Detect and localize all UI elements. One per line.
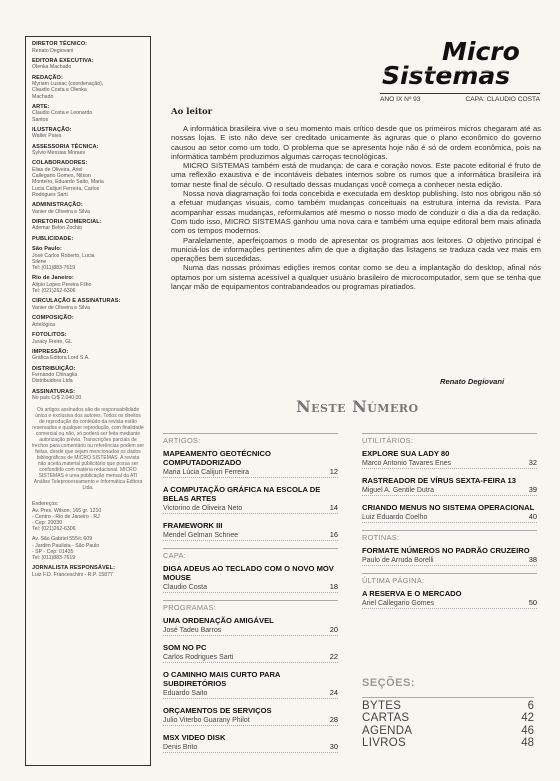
masthead-line: Artelógica [32, 321, 56, 328]
sections-list [362, 697, 534, 750]
contents-item-page: 30 [329, 742, 338, 751]
masthead-line: Santos [32, 116, 49, 123]
contents-item-author: Julio Viterbo Guarany Philot [163, 717, 250, 724]
masthead-line: José Carlos Roberto, Lucia [32, 252, 95, 259]
contents-item-title: A RESERVA E O MERCADO [362, 589, 462, 598]
contents-item-line [362, 485, 537, 496]
masthead-line: Alípio Lopes Pereira Filho [32, 281, 92, 288]
contents-item-page: 32 [528, 458, 537, 467]
masthead-line: Distribuidora Ltda [32, 378, 73, 385]
masthead-line: Monteiro, Eduardo Saito, Maria [32, 179, 104, 186]
address-line: - Centro - Rio de Janeiro - RJ [32, 513, 100, 520]
contents-item-title: SOM NO PC [163, 643, 207, 652]
masthead-heading: COMPOSIÇÃO: [32, 315, 74, 322]
masthead-addresses [32, 501, 144, 561]
masthead-text [32, 339, 144, 345]
contents-item [163, 449, 338, 478]
contents-item [163, 733, 338, 753]
address-block [32, 536, 144, 561]
contents-item-title: CRIANDO MENUS NO SISTEMA OPERACIONAL [362, 503, 535, 512]
contents-item-line [362, 555, 537, 566]
masthead-line: Renato Degiovani [32, 47, 74, 54]
masthead-line: Vanier de Oliveira e Silva [32, 208, 90, 215]
contents-item-line [163, 652, 338, 663]
contents-item-title: FORMATE NÚMEROS NO PADRÃO CRUZEIRO [362, 546, 530, 555]
address-line: Av. Pres. Wilson, 165 gr. 1210 [32, 507, 102, 514]
issue-bar [380, 93, 540, 103]
masthead-section [32, 58, 144, 71]
legal-notice: Os artigos assinados são de responsabilidade única e exclusiva dos autores. Todos os direitos de reprodução do conteúdo da revista estão reservados e qualquer reprodução, com finalidade comercial ou não, só poderá ser feita mediante autorização prévia. Transcrições parciais de trechos para comentário ou referências podem ser feitas, desde que sejam mencionados os dados bibliográficos de MICRO SISTEMAS. A revista não aceita material publicitário que possa ser confundido com matéria redacional. MICRO SISTEMAS é uma publicação mensal da ATI Análise Teleprocessamento e Informática Editora Ltda. [32, 407, 145, 492]
masthead-heading: ADMINISTRAÇÃO: [32, 202, 83, 208]
masthead-text [32, 355, 144, 361]
masthead-text [32, 48, 144, 54]
masthead-heading: ASSESSORIA TÉCNICA: [32, 143, 99, 150]
contents-item [163, 643, 338, 663]
contents-item-title: A COMPUTAÇÃO GRÁFICA NA ESCOLA DE BELAS ARTES [163, 485, 321, 503]
contents-category: UTILITÁRIOS: [362, 433, 537, 445]
masthead-section [32, 41, 144, 54]
contents-item-line [163, 467, 338, 478]
masthead-heading: PUBLICIDADE: [32, 235, 74, 242]
contents-item [163, 485, 338, 514]
masthead-text [32, 282, 144, 294]
contents-item [362, 503, 537, 523]
address-label: Endereços: [32, 501, 59, 508]
contents-category-group [163, 600, 338, 753]
section-page: 6 [527, 700, 534, 712]
masthead-line: Claudio Costa e Leonardo [32, 110, 93, 117]
contents-item [163, 706, 338, 726]
masthead-box [25, 36, 151, 766]
contents-item-line [163, 742, 338, 753]
masthead-heading: ARTE: [32, 103, 50, 110]
masthead-heading: REDAÇÃO: [32, 74, 63, 81]
masthead-text [32, 253, 144, 272]
masthead-section [32, 246, 144, 271]
contents-item-line [362, 512, 537, 523]
masthead-section [32, 298, 144, 311]
contents-item-line [163, 530, 338, 541]
masthead-line: Lucia Calijuri Ferreira, Carlos [32, 185, 100, 192]
contents-item-page: 12 [329, 467, 338, 476]
masthead-section [32, 219, 144, 232]
contents-title: Neste Número [296, 397, 419, 416]
masthead-line: No país Cr$ 2.040,00 [32, 395, 82, 402]
masthead-section [32, 389, 144, 402]
masthead-section [32, 315, 144, 328]
contents-item [163, 670, 338, 699]
contents-right-column [362, 433, 537, 616]
contents-item [163, 616, 338, 636]
section-page: 46 [521, 724, 534, 737]
contents-item-page: 14 [329, 503, 338, 512]
contents-item-page: 50 [528, 598, 537, 607]
masthead-heading: JORNALISTA RESPONSÁVEL: [32, 565, 116, 572]
masthead-heading: DISTRIBUIÇÃO: [32, 365, 76, 372]
masthead-line: Silene [32, 258, 47, 265]
masthead-heading: DIRETOR TÉCNICO: [32, 41, 88, 47]
editorial-paragraph: Nossa nova diagramação foi toda concebida e executada em desktop publishing. Isto nos obrigou não só a efetuar mudanças visuais, como também mudanças conceituais na estrutura interna da revista. Para acompanhar essas mudanças, reformulamos até mesmo o nosso modo de conduzir o dia a dia da redação. Com tudo isso, MICRO SISTEMAS ganhou uma nova cara e também uma equipe editoral bem mais afinada com os tempos modernos. [171, 189, 541, 236]
micro-sistemas-logo [380, 38, 540, 90]
contents-category-group [163, 548, 338, 593]
contents-category-group [362, 573, 537, 609]
contents-item [362, 589, 537, 609]
contents-category: ROTINAS: [362, 530, 537, 542]
contents-item-title: RASTREADOR DE VÍRUS SEXTA-FEIRA 13 [362, 476, 517, 485]
contents-category: PROGRAMAS: [163, 600, 338, 612]
masthead-heading: FOTOLITOS: [32, 331, 67, 338]
logo-wordmark [380, 38, 540, 90]
masthead-section [32, 202, 144, 215]
contents-item-author: Luiz Eduardo Coelho [362, 514, 428, 521]
contents-item [362, 546, 537, 566]
logo-line-2: Sistemas [382, 61, 511, 90]
contents-category-group [362, 433, 537, 523]
masthead-line: Fernando Chinaglia [32, 372, 78, 379]
contents-item-author: Carlos Rodrigues Sarti [163, 654, 234, 661]
masthead-heading: Rio de Janeiro: [32, 275, 74, 282]
contents-item-page: 39 [528, 485, 537, 494]
section-row [362, 725, 534, 737]
address-block [32, 501, 144, 532]
contents-item-line [163, 625, 338, 636]
masthead-text [32, 305, 144, 311]
contents-item-title: EXPLORE SUA LADY 80 [362, 449, 450, 458]
contents-item [362, 449, 537, 469]
masthead-section [32, 104, 144, 123]
contents-category-group [362, 530, 537, 566]
contents-item-title: O CAMINHO MAIS CURTO PARA SUBDIRETÓRIOS [163, 670, 281, 688]
section-row [362, 737, 534, 749]
masthead-line: Sylvio Messias Moraes [32, 150, 86, 157]
masthead-line: Ademar Belon Zochio [32, 225, 82, 232]
section-name: CARTAS [362, 712, 410, 725]
contents-item-page: 20 [329, 625, 338, 634]
section-name: AGENDA [362, 724, 413, 737]
masthead-text [32, 372, 144, 384]
masthead-text [32, 150, 144, 156]
contents-item-page: 18 [329, 582, 338, 591]
section-name: LIVROS [362, 737, 406, 750]
contents-item-title: UMA ORDENAÇÃO AMIGÁVEL [163, 616, 274, 625]
contents-item-title: MAPEAMENTO GEOTÉCNICO COMPUTADORIZADO [163, 449, 271, 467]
masthead-text [32, 133, 144, 139]
address-line: - Jardim Paulista - São Paulo [32, 542, 100, 549]
masthead-heading: São Paulo: [32, 246, 62, 253]
contents-item-title: MSX VIDEO DISK [163, 733, 226, 742]
contents-item-line [163, 503, 338, 514]
masthead-section [32, 144, 144, 157]
section-page: 48 [521, 737, 534, 750]
masthead-text [32, 225, 144, 231]
masthead-text [32, 81, 144, 100]
contents-category: CAPA: [163, 548, 338, 560]
editorial-title: Ao leitor [171, 107, 213, 117]
editorial-paragraph: Numa das nossas próximas edições iremos contar como se deu a implantação do desktop, afinal nós optamos por um sistema acessível a qualquer usuário brasileiro de microcomputador, sem que se tenha que lançar mão de equipamentos contrabandeados ou programas piratiados. [171, 263, 541, 292]
masthead-line: Tel: (011)883-7619 [32, 265, 76, 272]
sections-title: SEÇÕES: [362, 677, 416, 689]
contents-item-line [163, 688, 338, 699]
masthead-line: Tel: (021)262-6306 [32, 288, 76, 295]
masthead-line: Rodrigues Sarti [32, 191, 68, 198]
masthead-heading: IMPRESSÃO: [32, 348, 69, 355]
contents-item-author: Victorino de Oliveira Neto [163, 505, 243, 512]
address-text [32, 536, 144, 561]
masthead-text [32, 209, 144, 215]
contents-category: ARTIGOS: [163, 433, 338, 445]
masthead-line: Elias de Oliveira, Ariel [32, 166, 83, 173]
cover-credit: CAPA: CLAUDIO COSTA [465, 96, 540, 103]
address-line: - Cep: 20030 [32, 519, 62, 526]
masthead-text [32, 64, 144, 70]
masthead-text: Luiz F.D. Franceschini - R.P. 15877 [32, 571, 113, 578]
contents-item-author: José Tadeu Barros [163, 627, 222, 634]
contents-item-page: 16 [329, 530, 338, 539]
masthead-line: Vanier de Oliveira e Silva [32, 304, 90, 311]
contents-item-author: Paulo de Arruda Borelli [362, 557, 434, 564]
masthead-line: Juracy Freire, GL [32, 338, 73, 345]
contents-item-author: Marco Antonio Tavares Enes [362, 460, 451, 467]
masthead-line: Gráfica Editora Lord S.A. [32, 355, 90, 362]
masthead-line: Callegario Gomes, Nilson [32, 173, 91, 180]
contents-item-author: Mendel Gelman Schnee [163, 532, 239, 539]
contents-item-author: Eduardo Saito [163, 690, 208, 697]
masthead-section [32, 366, 144, 385]
contents-item-author: Miguel A. Gentile Dutra [362, 487, 434, 494]
editorial-paragraph: Paralelamente, aperfeiçoamos o modo de apresentar os programas aos leitores. O objetivo principal é municiá-los de informações pertinentes afim de que a digitação das listagens se traduza cada vez mais em operações bem sucedidas. [171, 235, 541, 264]
contents-item-author: Ariel Callegario Gomes [362, 600, 434, 607]
masthead-heading: DIRETORIA COMERCIAL: [32, 218, 102, 225]
editorial-paragraph: A informática brasileira vive o seu momento mais crítico desde que os primeiros micros chegaram até as nossas lojas. E isto não deve ser creditado unicamente às agruras que o plano econômico do governo causou ao setor como um todo. O problema que se apresenta hoje não é só de ordem econômica, pois na informática também produzimos algumas carroças tecnológicas. [171, 124, 541, 161]
masthead-text [32, 167, 144, 198]
address-line: Tel: (011)883-7619 [32, 555, 76, 561]
contents-item-page: 40 [528, 512, 537, 521]
contents-item-author: Maria Lúcia Calijuri Ferreira [163, 469, 249, 476]
editorial-body [171, 124, 541, 291]
masthead-section [32, 332, 144, 345]
address-line: Tel: (021)262-6306 [32, 526, 76, 533]
logo-line-1: Micro [442, 38, 520, 66]
editorial-paragraph: MICRO SISTEMAS também está de mudança: de cara e coração novos. Este pacote editorial é fruto de uma reflexão exaustiva e de incontáveis debates internos sobre os rumos que a informática brasileira irá tomar neste final de século. O resultado dessas mudanças você começa a conhecer nesta edição. [171, 161, 541, 189]
masthead-text [32, 395, 144, 401]
contents-item [362, 476, 537, 496]
contents-item-line [362, 598, 537, 609]
contents-category-group [163, 433, 338, 541]
contents-item [163, 521, 338, 541]
contents-item-line [362, 458, 537, 469]
section-row [362, 700, 534, 712]
address-line: Av. São Gabriel 555/c 609 [32, 536, 93, 543]
masthead-section [32, 349, 144, 362]
contents-item [163, 564, 338, 593]
contents-item-page: 28 [329, 715, 338, 724]
masthead-line: Claudio Costa e Olenka [32, 87, 87, 94]
masthead-heading: EDITORA EXECUTIVA: [32, 57, 94, 64]
masthead-heading: ILUSTRAÇÃO: [32, 126, 72, 133]
issue-number: ANO IX Nº 93 [380, 96, 421, 103]
contents-item-line [163, 582, 338, 593]
contents-item-title: DIGA ADEUS AO TECLADO COM O NOVO MOV MOUSE [163, 564, 334, 582]
contents-item-page: 24 [329, 688, 338, 697]
contents-item-page: 22 [329, 652, 338, 661]
masthead-section [32, 275, 144, 294]
masthead-heading: CIRCULAÇÃO E ASSINATURAS: [32, 298, 121, 305]
masthead-journalist [32, 565, 144, 578]
contents-item-title: FRAMEWORK III [163, 521, 223, 530]
contents-item-title: ORÇAMENTOS DE SERVIÇOS [163, 706, 272, 715]
masthead-heading: COLABORADORES: [32, 160, 88, 167]
address-text [32, 501, 144, 532]
masthead-heading: ASSINATURAS: [32, 388, 76, 395]
masthead-section [32, 160, 144, 198]
masthead-line: Walter Paiva [32, 133, 62, 140]
section-row [362, 712, 534, 724]
masthead-line: Olenka Machado [32, 64, 72, 71]
masthead-line: Machado [32, 93, 54, 100]
masthead-line: Myriam Lussac (coordenação), [32, 81, 104, 88]
contents-item-page: 38 [528, 555, 537, 564]
section-page: 42 [521, 712, 534, 725]
contents-category: ÚLTIMA PÁGINA: [362, 573, 537, 585]
contents-item-author: Claudio Costa [163, 584, 207, 591]
masthead-section [32, 127, 144, 140]
masthead-section [32, 75, 144, 100]
masthead-section [32, 236, 144, 243]
editorial-signature: Renato Degiovani [440, 377, 505, 386]
masthead-text [32, 110, 144, 122]
contents-item-line [163, 715, 338, 726]
section-name: BYTES [362, 700, 402, 712]
contents-left-column [163, 433, 338, 760]
masthead-credits [32, 41, 144, 401]
masthead-text [32, 322, 144, 328]
address-line: - SP - Cep: 01435 [32, 548, 74, 555]
contents-item-author: Denis Brito [163, 744, 198, 751]
